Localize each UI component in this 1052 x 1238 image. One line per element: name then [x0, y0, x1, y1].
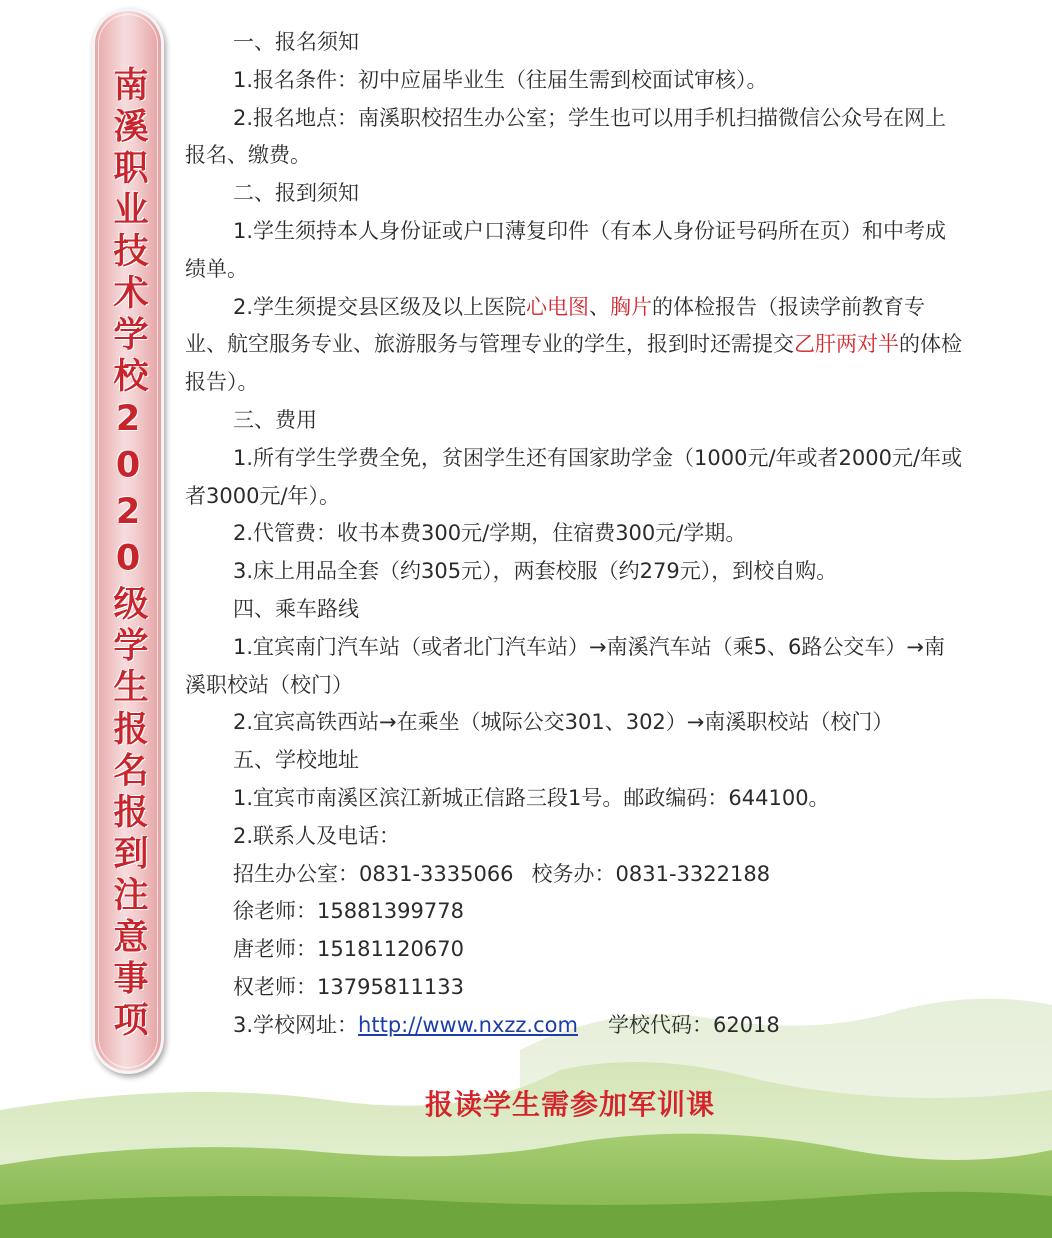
text: 的体检报告）。	[185, 332, 962, 395]
paragraph: 1.宜宾南门汽车站（或者北门汽车站）→南溪汽车站（乘5、6路公交车）→南溪职校站（校门）	[185, 634, 945, 697]
text: 、	[589, 294, 611, 319]
section-heading: 三、费用	[233, 407, 317, 432]
section-heading: 四、乘车路线	[233, 596, 359, 621]
teacher-contact: 唐老师：15181120670	[233, 937, 464, 962]
paragraph: 1.报名条件：初中应届毕业生（往届生需到校面试审核）。	[233, 67, 768, 92]
website-label: 3.学校网址：	[233, 1012, 359, 1037]
highlight-hepatitis-b: 乙肝两对半	[794, 332, 899, 357]
section-heading: 一、报名须知	[233, 30, 359, 54]
paragraph	[185, 289, 965, 402]
website-link[interactable]: http://www.nxzz.com	[358, 1012, 578, 1037]
contact-line	[185, 856, 965, 894]
teacher-contact: 徐老师：15881399778	[233, 899, 464, 924]
paragraph: 1.学生须持本人身份证或户口薄复印件（有本人身份证号码所在页）和中考成绩单。	[185, 218, 947, 281]
notice-content	[185, 24, 965, 1045]
section-heading: 五、学校地址	[233, 748, 359, 773]
website-line	[185, 1007, 965, 1045]
paragraph: 3.床上用品全套（约305元），两套校服（约279元），到校自购。	[233, 559, 838, 584]
highlight-ecg: 心电图	[526, 294, 590, 319]
paragraph: 2.联系人及电话：	[233, 823, 401, 848]
paragraph: 2.报名地点：南溪职校招生办公室；学生也可以用手机扫描微信公众号在网上报名、缴费。	[185, 105, 947, 168]
teacher-contact: 权老师：13795811133	[233, 974, 464, 999]
military-training-notice: 报读学生需参加军训课	[424, 1088, 715, 1121]
title-banner	[92, 8, 164, 1074]
vertical-title: 南溪职业技术学校2020级学生报名报到注意事项	[108, 66, 148, 1043]
highlight-chest-xray: 胸片	[610, 294, 653, 319]
admissions-office-phone: 招生办公室：0831-3335066	[233, 861, 514, 886]
text: 的体检报告（报读学前教育专业、航空服务专业、旅游服务与管理专业的学生，报到时还需提交	[185, 294, 926, 357]
paragraph: 2.代管费：收书本费300元/学期，住宿费300元/学期。	[233, 521, 747, 546]
section-heading: 二、报到须知	[233, 181, 359, 206]
school-code: 学校代码：62018	[607, 1012, 780, 1037]
paragraph: 1.宜宾市南溪区滨江新城正信路三段1号。邮政编码：644100。	[233, 785, 830, 810]
affairs-office-phone: 校务办：0831-3322188	[531, 861, 771, 886]
paragraph: 1.所有学生学费全免，贫困学生还有国家助学金（1000元/年或者2000元/年或者3000元/年）。	[185, 445, 963, 508]
paragraph: 2.宜宾高铁西站→在乘坐（城际公交301、302）→南溪职校站（校门）	[233, 710, 894, 735]
text: 2.学生须提交县区级及以上医院	[233, 294, 527, 319]
